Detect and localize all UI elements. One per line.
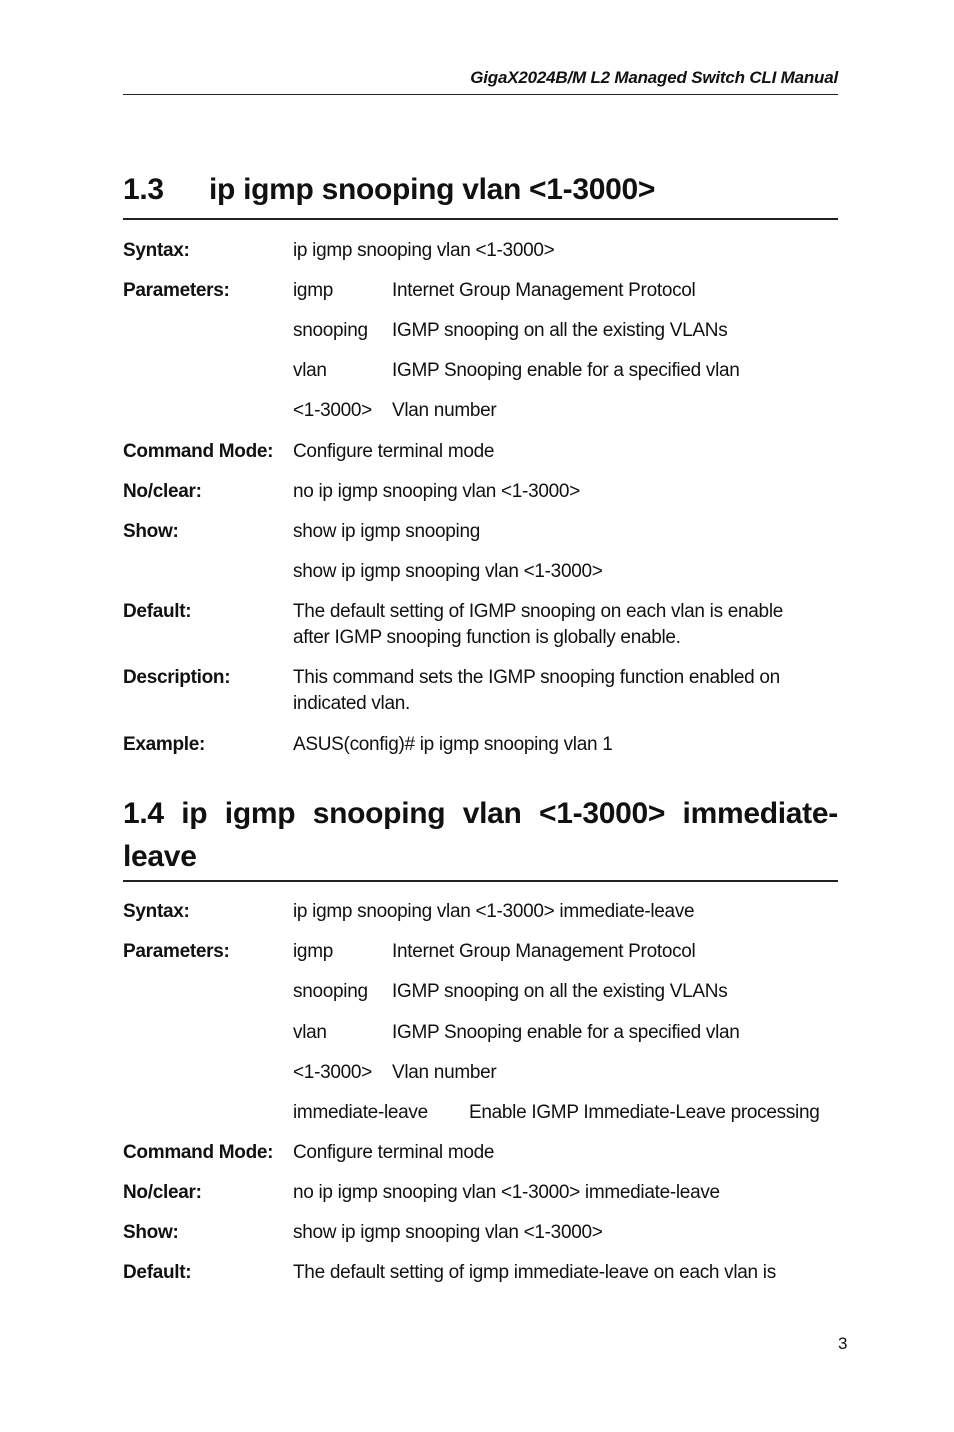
param-desc: IGMP snooping on all the existing VLANs: [392, 981, 728, 1002]
param-name: snooping: [293, 981, 368, 1002]
example-value: ASUS(config)# ip igmp snooping vlan 1: [293, 734, 613, 755]
param-desc: Internet Group Management Protocol: [392, 941, 696, 962]
param-desc: IGMP snooping on all the existing VLANs: [392, 320, 728, 341]
example-label: Example:: [123, 734, 206, 755]
param-desc: IGMP Snooping enable for a specified vlan: [392, 360, 740, 381]
noclear-value: no ip igmp snooping vlan <1-3000>: [293, 481, 580, 502]
default-label: Default:: [123, 601, 192, 622]
param-name: immediate-leave: [293, 1102, 428, 1123]
heading-word: ip: [181, 797, 208, 830]
param-desc: Vlan number: [392, 400, 497, 421]
syntax-value: ip igmp snooping vlan <1-3000> immediate-leave: [293, 901, 695, 922]
default-value-line: after IGMP snooping function is globally enable.: [293, 627, 681, 648]
section-number: 1.4: [123, 797, 164, 830]
description-value-line: indicated vlan.: [293, 693, 410, 714]
show-value: show ip igmp snooping vlan <1-3000>: [293, 561, 603, 582]
command-mode-value: Configure terminal mode: [293, 1142, 495, 1163]
section-heading: ip igmp snooping vlan <1-3000>: [209, 173, 656, 206]
param-name: <1-3000>: [293, 1062, 372, 1083]
syntax-value: ip igmp snooping vlan <1-3000>: [293, 240, 555, 261]
command-mode-value: Configure terminal mode: [293, 441, 495, 462]
parameters-label: Parameters:: [123, 280, 230, 301]
command-mode-label: Command Mode:: [123, 441, 274, 462]
parameters-label: Parameters:: [123, 941, 230, 962]
heading-word: igmp: [224, 797, 296, 830]
page-number: 3: [838, 1334, 848, 1353]
heading-word: snooping: [312, 797, 446, 830]
heading-word: vlan: [462, 797, 522, 830]
header-rule: [123, 94, 838, 95]
section-number: 1.3: [123, 173, 164, 206]
heading-word: <1-3000>: [539, 797, 666, 830]
section-title-1-3: [123, 173, 838, 220]
default-value-line: The default setting of IGMP snooping on each vlan is enable: [293, 601, 784, 622]
show-value: show ip igmp snooping vlan <1-3000>: [293, 1222, 603, 1243]
command-mode-label: Command Mode:: [123, 1142, 274, 1163]
param-name: vlan: [293, 360, 327, 381]
heading-line-2: leave: [123, 840, 197, 873]
param-name: igmp: [293, 280, 333, 301]
syntax-label: Syntax:: [123, 901, 190, 922]
param-desc: IGMP Snooping enable for a specified vlan: [392, 1022, 740, 1043]
param-name: <1-3000>: [293, 400, 372, 421]
running-header: GigaX2024B/M L2 Managed Switch CLI Manual: [470, 68, 838, 87]
default-label: Default:: [123, 1262, 192, 1283]
param-desc: Internet Group Management Protocol: [392, 280, 696, 301]
section-title-1-4: [123, 792, 838, 882]
description-value-line: This command sets the IGMP snooping function enabled on: [293, 667, 780, 688]
param-desc: Enable IGMP Immediate-Leave processing: [469, 1102, 820, 1123]
heading-word: immediate-: [682, 797, 838, 830]
noclear-label: No/clear:: [123, 1182, 202, 1203]
param-desc: Vlan number: [392, 1062, 497, 1083]
param-name: vlan: [293, 1022, 327, 1043]
show-label: Show:: [123, 1222, 179, 1243]
default-value: The default setting of igmp immediate-leave on each vlan is: [293, 1262, 776, 1283]
show-value: show ip igmp snooping: [293, 521, 480, 542]
param-name: snooping: [293, 320, 368, 341]
show-label: Show:: [123, 521, 179, 542]
syntax-label: Syntax:: [123, 240, 190, 261]
noclear-value: no ip igmp snooping vlan <1-3000> immediate-leave: [293, 1182, 720, 1203]
param-name: igmp: [293, 941, 333, 962]
noclear-label: No/clear:: [123, 481, 202, 502]
description-label: Description:: [123, 667, 231, 688]
